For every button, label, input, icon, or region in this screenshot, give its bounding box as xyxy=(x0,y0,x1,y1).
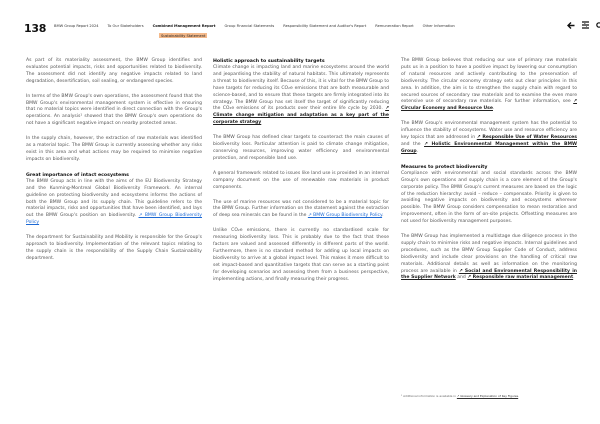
paragraph-text: The BMW Group's environmental management system has the potential to influence the stability of ecosystems. Water use and resource efficiency are key topics that are addressed in xyxy=(401,121,577,141)
subnav-sustainability-statement[interactable]: Sustainability Statement xyxy=(161,33,206,38)
top-navigation-bar xyxy=(0,0,600,48)
link-circular-economy[interactable]: ↗ Circular Economy and Resource Use xyxy=(401,99,577,112)
paragraph: Compliance with environmental and social standards across the BMW Group's own operations and supply chain is a core element of the Group's corporate policy. The BMW Group's current measures are based on the logic of the reduction hierarchy: avoid – reduce – compensate. Priority is given to avoiding negative impacts on biodiversity and ecosystems wherever possible. The BMW Group considers compensation to mean restoration and improvement, often in the form of on-site projects. Offsetting measures are not used for biodiversity management purposes. xyxy=(401,170,577,225)
link-biodiversity-policy[interactable]: ↗ BMW Group Biodiversity Policy xyxy=(26,213,202,226)
back-arrow-icon[interactable] xyxy=(567,22,575,31)
toolbar-icons xyxy=(567,21,600,31)
nav-remuneration-report[interactable]: Remuneration Report xyxy=(375,24,414,28)
nav-stakeholders[interactable]: To Our Stakeholders xyxy=(107,24,144,28)
paragraph: The use of marine resources was not considered to be a material topic for the BMW Group. Further information on the statement against the extraction of deep sea minerals can be found in the ↗ BMW Group Biodiversity Policy. xyxy=(213,199,389,219)
paragraph-text: and xyxy=(457,275,466,281)
link-raw-material-management[interactable]: ↗ Responsible raw material management xyxy=(467,275,574,281)
link-biodiversity-policy[interactable]: ↗ BMW Group Biodiversity Policy xyxy=(307,213,383,219)
paragraph xyxy=(213,65,389,127)
paragraph: The BMW Group's environmental management system has the potential to influence the stability of ecosystems. Water use and resource efficiency are key topics that are addressed in ↗ Responsible Use of Water Resources and the ↗ Holistic Environmental Management within the BMW Group. xyxy=(401,121,578,154)
nav-responsibility-statement[interactable]: Responsibility Statement and Auditor's Report xyxy=(283,24,367,28)
column-left xyxy=(26,58,202,271)
paragraph: As part of its materiality assessment, the BMW Group identifies and evaluates potential impacts, risks and opportunities related to biodiversity. The assessment did not identify any negative impacts related to land degradation, desertification, soil sealing, or endangered species. xyxy=(26,58,202,84)
paragraph-text: The use of marine resources was not considered to be a material topic for the BMW Group. Further information on the statement against the extraction of deep sea minerals can be found in the xyxy=(213,199,389,219)
heading-intact-ecosystems: Great importance of intact ecosystems xyxy=(26,172,129,178)
paragraph: In terms of the BMW Group's own operations, the assessment found that the BMW Group's environmental management system is effective in ensuring that no material topics were identified in direct connection with the Group's operations. An analysis¹ showed that the BMW Group's own operations do not have a significant negative impact on nearby protected areas. xyxy=(26,93,202,127)
paragraph-text: and the xyxy=(401,141,421,147)
link-environmental-management[interactable]: ↗ Holistic Environmental Management within the BMW Group xyxy=(401,141,578,154)
nav-other-information[interactable]: Other Information xyxy=(422,24,455,28)
paragraph-text: The BMW Group has implemented a multistage due diligence process in the supply chain to minimise risks and negative impacts. Internal guidelines and procedures, such as the BMW Group Supplier Code of Conduct, address biodiversity and include clear provisions on the handling of critical raw materials. Additional details as well as information on the monitoring process are available in xyxy=(401,234,577,274)
paragraph: The department for Sustainability and Mobility is responsible for the Group's approach to biodiversity. Implementation of the relevant topics relating to the supply chain is the responsibility of the Supply Chain Sustainability department. xyxy=(26,235,202,261)
paragraph: The BMW Group has implemented a multistage due diligence process in the supply chain to minimise risks and negative impacts. Internal guidelines and procedures, such as the BMW Group Supplier Code of Conduct, address biodiversity and include clear provisions on the handling of critical raw materials. Additional details as well as information on the monitoring process are available in ↗ Social and Environmental Responsibility in the Supplier Network and ↗ Responsible raw material management. xyxy=(401,234,577,281)
heading-measures-biodiversity: Measures to protect biodiversity xyxy=(401,164,488,170)
paragraph: The BMW Group believes that reducing our use of primary raw materials puts us in a position to have a positive impact by lowering our consumption of natural resources and actively contributing to the preservation of biodiversity. The circular economy strategy sets out clear principles in this area. In addition, the aim is to strengthen the supply chain with regard to secured sources of secondary raw materials and to examine the even more extensive use of secondary raw materials. For further information, see ↗ Circular Economy and Resource Use. xyxy=(401,58,577,112)
link-climate-change-mitigation[interactable]: ↗ Climate change mitigation and adaptation as a key part of the corporate strategy xyxy=(213,106,390,126)
nav-financial-statements[interactable]: Group Financial Statements xyxy=(224,24,275,28)
paragraph: The BMW Group has defined clear targets to counteract the main causes of biodiversity loss. Particular attention is paid to climate change mitigation, conserving resources, improving water efficiency and environmental protection, and responsible land use. xyxy=(213,135,389,161)
paragraph: A general framework related to issues like land use is provided in an internal company document on the use of renewable raw materials in product components. xyxy=(213,170,389,190)
page-number: 138 xyxy=(24,22,47,35)
footnote xyxy=(401,394,519,398)
paragraph xyxy=(26,179,202,227)
contents-menu-icon[interactable] xyxy=(582,21,589,31)
nav-combined-management-report[interactable]: Combined Management Report xyxy=(152,24,216,28)
link-supplier-network[interactable]: ↗ Social and Environmental Responsibility in the Supplier Network xyxy=(401,268,577,281)
footnote-end: . xyxy=(518,394,520,398)
paragraph-text: Climate change is impacting land and marine ecosystems around the world and jeopardising the stability of natural habitats. This ultimately represents a threat to biodiversity itself. Because of this, it is vital for the BMW Group to have targets for reducing its CO₂e emissions that are both measurable and science-based, and to ensure that these targets are firmly integrated into its strategy. The BMW Group has set itself the target of significantly reducing the CO₂e emissions of its products over their entire life cycle by 2030. xyxy=(213,65,389,112)
link-glossary[interactable]: ↗ Glossary and Explanation of Key Figures xyxy=(456,394,519,398)
section-nav xyxy=(54,24,455,28)
paragraph-text: The BMW Group believes that reducing our use of primary raw materials puts us in a position to have a positive impact by lowering our consumption of natural resources and actively contributing to the preservation of biodiversity. The circular economy strategy sets out clear principles in this area. In addition, the aim is to strengthen the supply chain with regard to secured sources of secondary raw materials and to examine the even more extensive use of secondary raw materials. For further information, see xyxy=(401,58,577,105)
column-right xyxy=(401,58,577,290)
paragraph: In the supply chain, however, the extraction of raw materials was identified as a material topic. The BMW Group is currently assessing whether any risks exist in this area and what actions may be required to minimise negative impacts on biodiversity. xyxy=(26,136,202,162)
link-water-resources[interactable]: ↗ Responsible Use of Water Resources xyxy=(476,135,577,141)
paragraph-text: The BMW Group acts in line with the aims of the EU Biodiversity Strategy and the Kunming-Montreal Global Biodiversity Framework. An internal guideline on protecting biodiversity and ecosystems informs the actions of both the BMW Group and its supply chain. This guideline refers to the material impacts, risks and opportunities that have been identified, and lays out the BMW Group's position on biodiversity. xyxy=(26,178,202,219)
paragraph: Unlike CO₂e emissions, there is currently no standardised scale for measuring biodiversity loss. This is probably due to the fact that these factors are valued and assessed differently in different parts of the world. Furthermore, there is no standard method for adding up local impacts on biodiversity to arrive at a global impact level. This makes it more difficult to set impact-based and quantitative targets that can serve as a starting point for developing scenarios and assessing them from a business perspective, implementing actions, and finally measuring their progress. xyxy=(213,228,389,282)
search-icon[interactable] xyxy=(596,22,600,31)
column-middle xyxy=(213,58,389,291)
heading-holistic-approach: Holistic approach to sustainability targets xyxy=(213,59,325,64)
footnote-text: ¹ Additional information is available in xyxy=(401,394,456,398)
nav-report[interactable]: BMW Group Report 2024 xyxy=(54,24,99,28)
